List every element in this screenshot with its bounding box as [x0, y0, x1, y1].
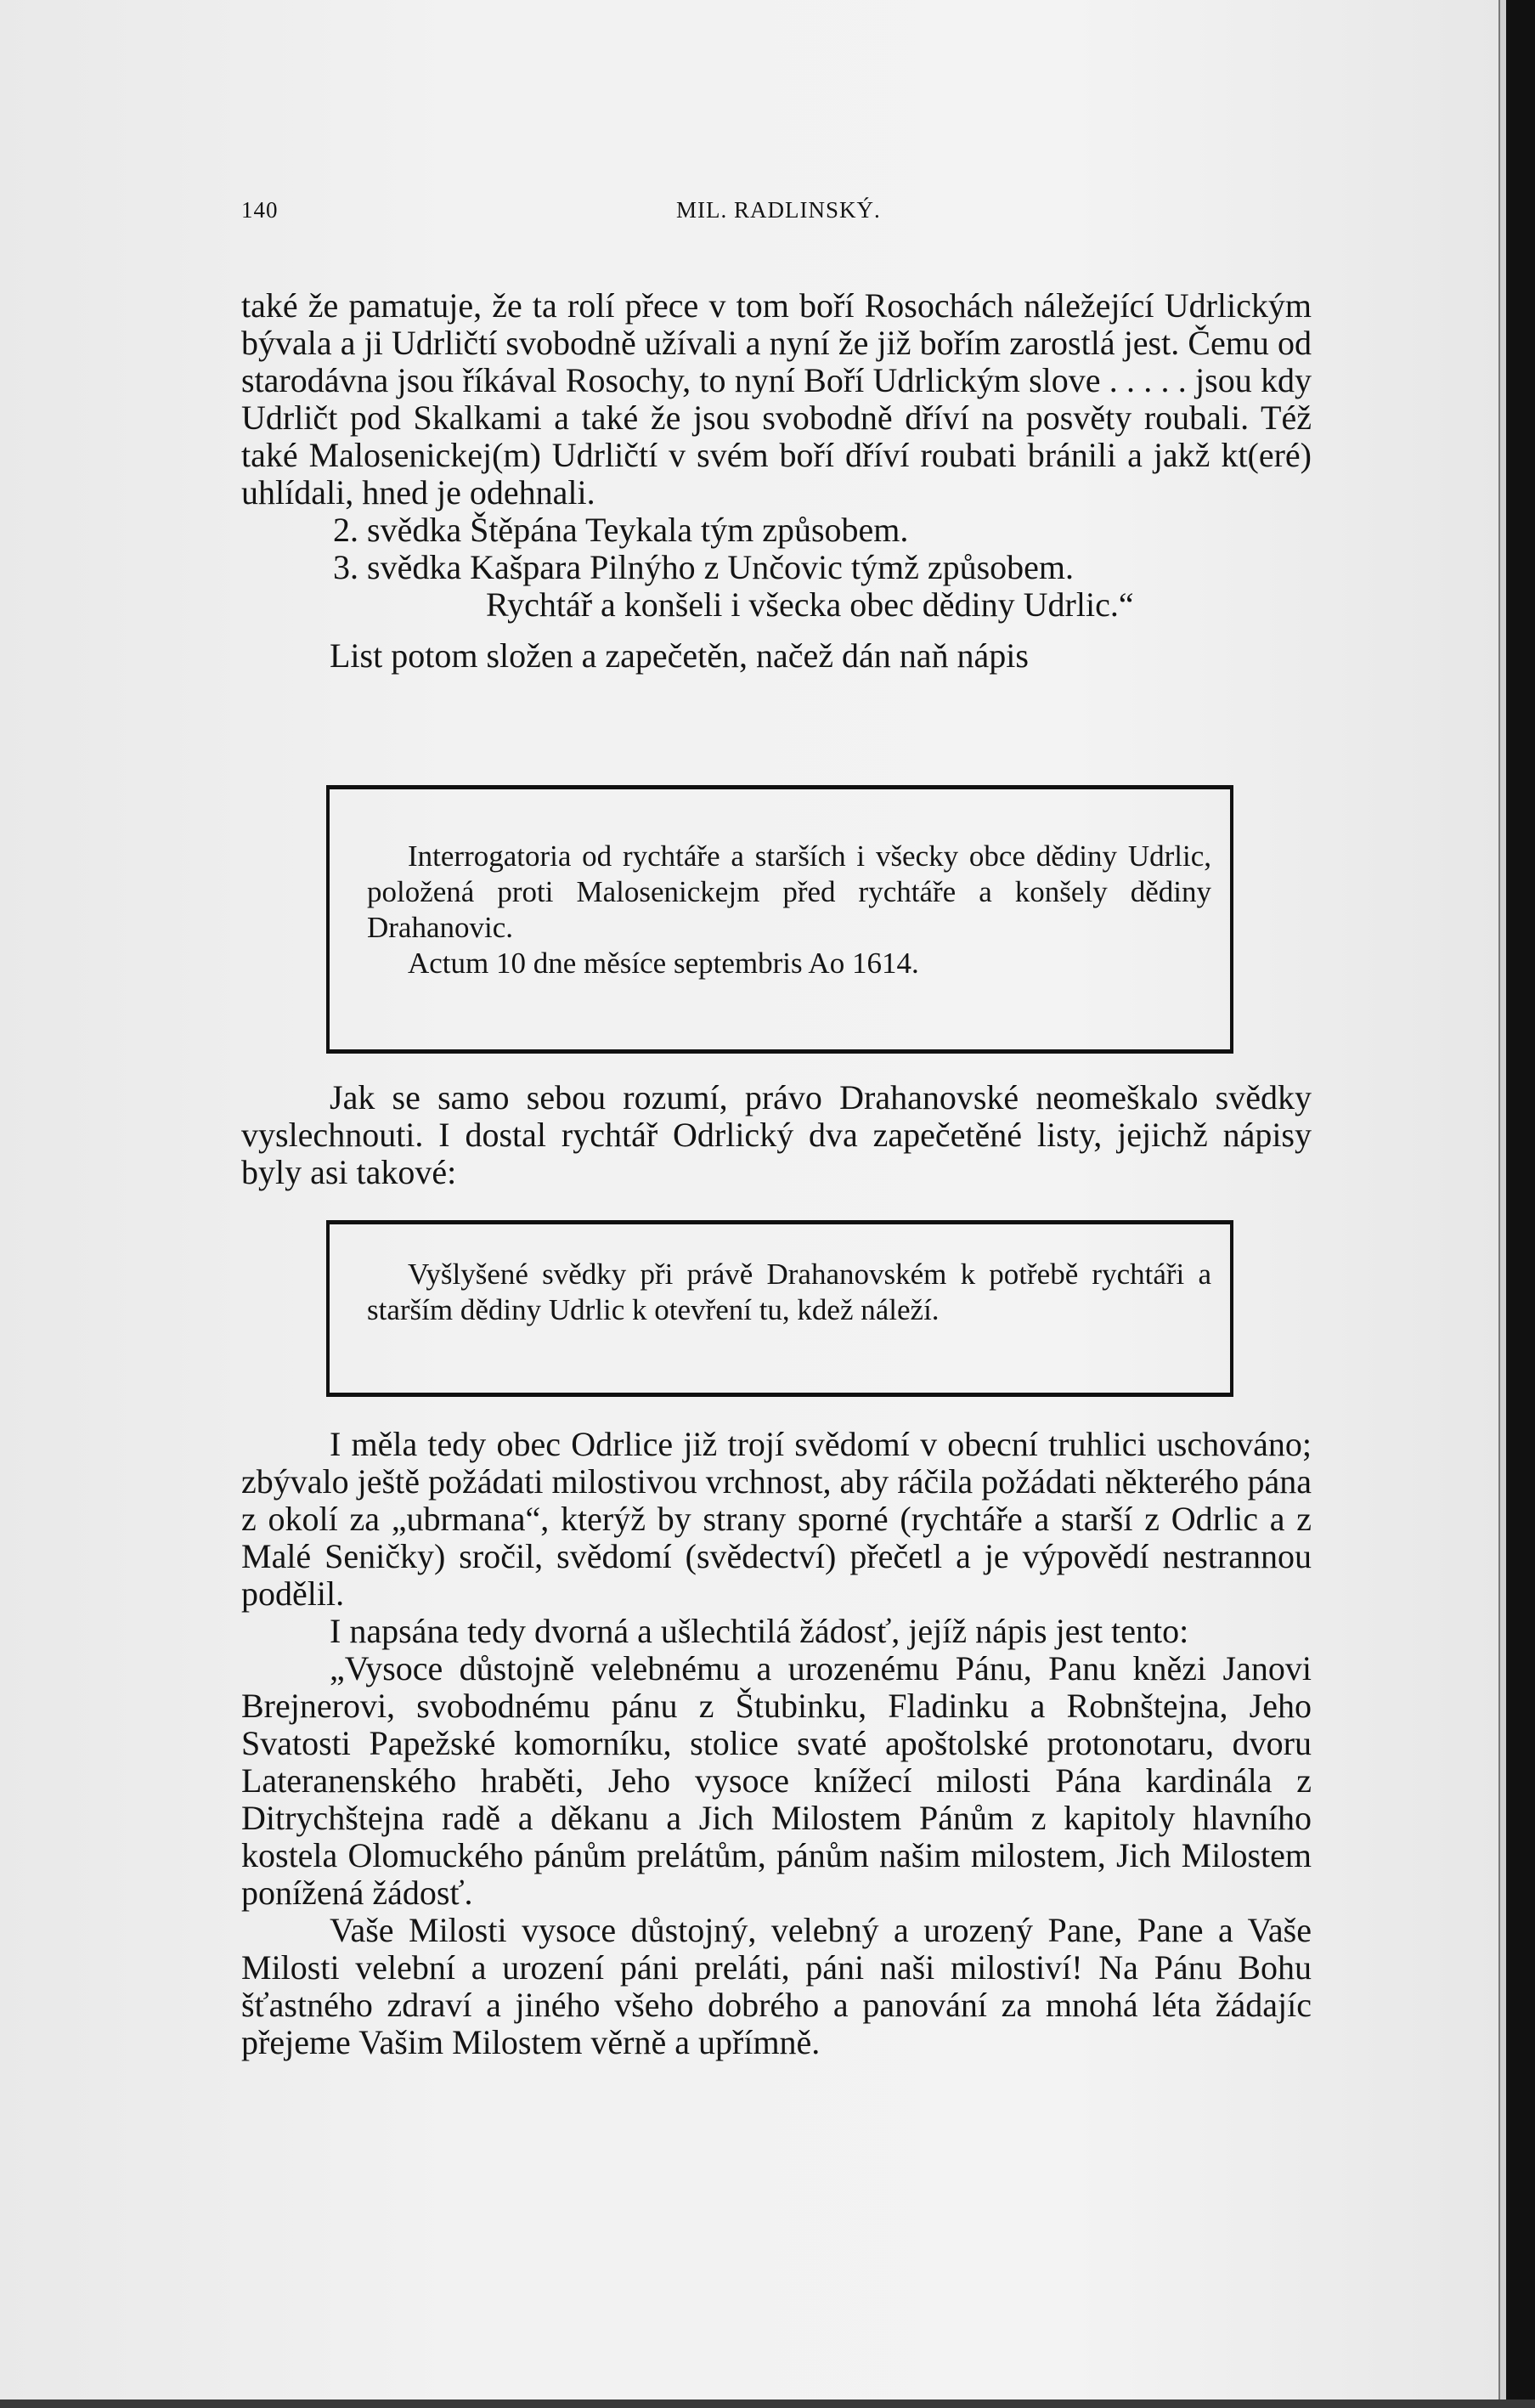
scan-edge-highlight: [1498, 0, 1506, 2408]
text-block-1: [241, 287, 1312, 675]
paragraph-greeting: Vaše Milosti vysoce důstojný, velebný a urozený Pane, Pane a Vaše Milosti velební a urození páni preláti, páni naši milostiví! Na Pánu Bohu šťastného zdraví a jiného všeho dobrého a panování za mnohá léta žádajíc přejeme Vašim Milostem věrně a upřímně.: [241, 1911, 1312, 2061]
page-header: [241, 197, 1295, 231]
text-block-3: [241, 1426, 1312, 2061]
paragraph-testimony: také že pamatuje, že ta rolí přece v tom boří Rosochách náležející Udrlickým bývala a ji Udrličtí svobodně užívali a nyní že již bořím zarostlá jest. Čemu od starodávna jsou říkával Rosochy, to nyní Boří Udrlickým slove . . . . . jsou kdy Udrličt pod Skalkami a také že jsou svobodně dříví na posvěty roubali. Též také Malosenickej(m) Udrličtí v svém boří dříví roubati bránili a jakž kt(eré) uhlídali, hned je odehnali.: [241, 286, 1312, 512]
paragraph-address: „Vysoce důstojně velebnému a urozenému Pánu, Panu knězi Janovi Brejnerovi, svobodnému pánu z Štubinku, Fladinku a Robnštejna, Jeho Svatosti Papežské komorníku, stolice svaté apoštolské protonotaru, dvoru Lateranenského hraběti, Jeho vysoce knížecí milosti Pána kardinála z Ditrychštejna radě a děkanu a Jich Milostem Pánům z kapitoly hlavního kostela Olomuckého pánům prelátům, pánům našim milostem, Jich Milostem ponížená žádosť.: [241, 1649, 1312, 1912]
box2-text: Vyšlyšené svědky při právě Drahanovském k potřebě rychtáři a starším dědiny Udrlic k otevření tu, kdež náleží.: [367, 1258, 1211, 1326]
list-intro-line: List potom složen a zapečetěn, načež dán naň nápis: [330, 636, 1029, 675]
paragraph-request-intro: I napsána tedy dvorná a ušlechtilá žádosť, jejíž nápis jest tento:: [330, 1612, 1189, 1650]
paragraph-testimonies: I měla tedy obec Odrlice již trojí svědomí v obecní truhlici uschováno; zbývalo ještě požádati milostivou vrchnost, aby ráčila požádati některého pána z okolí za „ubrmana“, kterýž by strany sporné (rychtáře a starší z Odrlic a z Malé Seničky) sročil, svědomí (svědectví) přečetl a je výpovědí nestrannou podělil.: [241, 1425, 1312, 1613]
page-number: 140: [241, 197, 279, 223]
paragraph-witnesses: Jak se samo sebou rozumí, právo Drahanovské neomeškalo svědky vyslechnouti. I dostal rychtář Odrlický dva zapečetěné listy, jejichž nápisy byly asi takové:: [241, 1078, 1312, 1191]
box1-actum: Actum 10 dne měsíce septembris Ao 1614.: [408, 947, 919, 980]
signature-line: Rychtář a konšeli i všecka obec dědiny Udrlic.“: [486, 585, 1134, 624]
running-head: MIL. RADLINSKÝ.: [676, 197, 881, 223]
scan-edge-bottom: [0, 2400, 1535, 2408]
witness-line-3: 3. svědka Kašpara Pilnýho z Unčovic týmž způsobem.: [333, 548, 1075, 586]
witness-line-2: 2. svědka Štěpána Teykala tým způsobem.: [333, 511, 909, 549]
inscription-box-2: [326, 1220, 1233, 1397]
inscription-box-1: [326, 785, 1233, 1054]
text-block-2: [241, 1079, 1312, 1191]
box1-text: Interrogatoria od rychtáře a starších i všecky obce dědiny Udrlic, položená proti Malosenickejm před rychtáře a konšely dědiny Drahanovic.: [367, 839, 1211, 944]
scan-edge-right: [1506, 0, 1535, 2408]
